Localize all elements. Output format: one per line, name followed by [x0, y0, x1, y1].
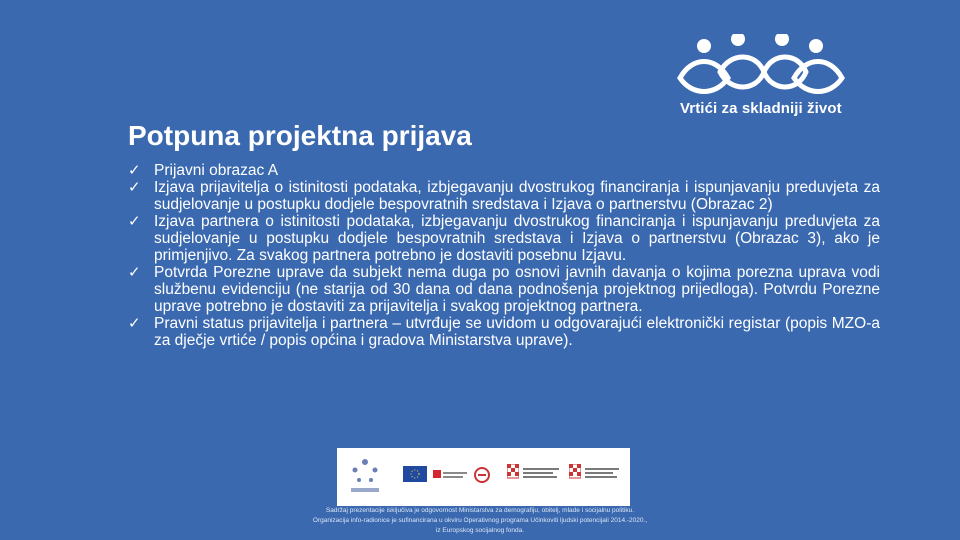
footer-line: Organizacija info-radionice je sufinancirana u okviru Operativnog programa Učinkoviti ljudski potencijali 2014.-2020., — [312, 517, 648, 524]
list-item-text: Izjava partnera o istinitosti podataka, izbjegavanju dvostrukog financiranja i ispunjavanju preduvjeta za sudjelovanje u postupku dodjele bespovratnih sredstava i Izjava o partnerstvu (Obrazac 3), ako je primjenjivo. Za svakog partnera potrebno je dostaviti posebnu Izjavu. — [154, 213, 880, 264]
footer-disclaimer — [270, 506, 690, 536]
logo-text: Vrtići za skladniji život — [680, 100, 842, 117]
checkmark-icon: ✓ — [128, 264, 141, 281]
list-item-text: Izjava prijavitelja o istinitosti podataka, izbjegavanju dvostrukog financiranja i ispunjavanju preduvjeta za sudjelovanje u postupku dodjele bespovratnih sredstava i Izjava o partnerstvu (Obrazac 2) — [154, 179, 880, 213]
footer-line: Sadržaj prezentacije isključiva je odgovornost Ministarstva za demografiju, obitelj, mlade i socijalnu politiku. — [325, 507, 635, 514]
opp-logo-icon — [433, 468, 469, 482]
ministry-text-icon — [523, 466, 561, 480]
list-item — [128, 213, 880, 264]
list-item — [128, 179, 880, 213]
list-item — [128, 264, 880, 315]
list-item-text: Prijavni obrazac A — [154, 162, 279, 179]
page-title: Potpuna projektna prijava — [128, 120, 472, 151]
eu-emblem-icon — [345, 454, 385, 498]
partner-logo-icon — [473, 466, 491, 484]
people-figures-logo-icon — [672, 34, 852, 100]
checkmark-icon: ✓ — [128, 162, 141, 179]
checkmark-icon: ✓ — [128, 213, 141, 230]
list-item — [128, 315, 880, 349]
list-item — [128, 162, 880, 179]
croatia-coat-of-arms-icon — [569, 464, 581, 480]
list-item-text: Pravni status prijavitelja i partnera – utvrđuje se uvidom u odgovarajući elektronički registar (popis MZO-a za dječje vrtiće / popis općina i gradova Ministarstva uprave). — [154, 315, 880, 349]
footer-line: iz Europskog socijalnog fonda. — [435, 527, 525, 534]
croatia-coat-of-arms-icon — [507, 464, 519, 480]
checkmark-icon: ✓ — [128, 179, 141, 196]
eu-flag-icon — [403, 466, 427, 482]
list-item-text: Potvrda Porezne uprave da subjekt nema duga po osnovi javnih davanja o kojima porezna uprava vodi službenu evidenciju (ne starija od 30 dana od dana podnošenja projektnog prijedloga). Potvrdu Porezne uprave potrebno je dostaviti za prijavitelja i svakog projektnog partnera. — [154, 264, 880, 315]
requirements-list — [128, 162, 880, 349]
ministry-text-icon — [585, 466, 623, 480]
checkmark-icon: ✓ — [128, 315, 141, 332]
logo — [672, 34, 852, 124]
funding-logos-strip — [337, 448, 630, 506]
